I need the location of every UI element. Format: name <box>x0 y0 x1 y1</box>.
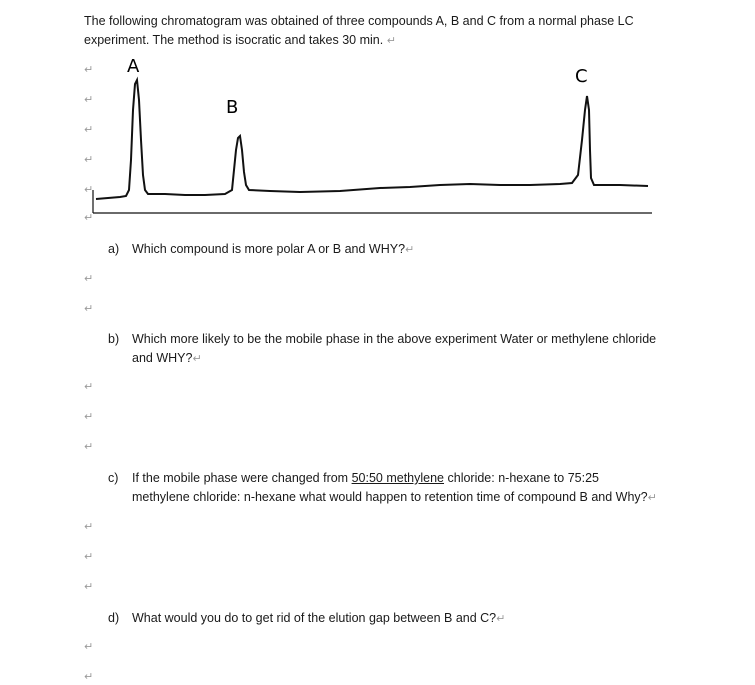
paragraph-mark: ↵ <box>647 492 657 504</box>
peak-label-b: B <box>226 97 239 118</box>
paragraph-mark: ↵ <box>84 671 94 683</box>
paragraph-mark: ↵ <box>84 154 94 166</box>
text-segment: If the mobile phase were changed from <box>132 471 352 485</box>
peak-label-c: C <box>575 66 588 87</box>
question-text-line-1 <box>132 469 732 488</box>
question-text <box>132 240 414 260</box>
paragraph-mark: ↵ <box>84 64 94 76</box>
question-b <box>108 330 728 370</box>
paragraph-mark: ↵ <box>84 124 94 136</box>
peak-label-a: A <box>127 56 140 77</box>
question-text-line-2 <box>132 488 732 508</box>
question-letter: c) <box>108 471 119 485</box>
paragraph-mark: ↵ <box>84 641 94 653</box>
paragraph-mark: ↵ <box>84 184 94 196</box>
intro-line-1: The following chromatogram was obtained of three compounds A, B and C from a normal phase LC <box>84 14 634 28</box>
text-segment: chloride: n-hexane to 75:25 <box>444 471 599 485</box>
question-letter: d) <box>108 611 120 625</box>
question-a <box>108 240 728 260</box>
paragraph-mark: ↵ <box>84 212 94 224</box>
paragraph-mark: ↵ <box>84 441 94 453</box>
paragraph-mark: ↵ <box>84 551 94 563</box>
paragraph-mark: ↵ <box>386 35 396 47</box>
paragraph-mark: ↵ <box>192 353 202 365</box>
chromatogram-trace <box>96 80 648 199</box>
paragraph-mark: ↵ <box>84 381 94 393</box>
question-text-line: and WHY? <box>132 351 193 365</box>
paragraph-mark: ↵ <box>84 94 94 106</box>
underlined-text: 50:50 methylene <box>351 471 445 485</box>
question-letter: a) <box>108 242 120 256</box>
text-segment: methylene chloride: n-hexane what would happen to retention time of compound B and Why? <box>132 490 648 504</box>
paragraph-mark: ↵ <box>84 273 94 285</box>
intro-line-2-text: experiment. The method is isocratic and takes 30 min. <box>84 33 384 47</box>
question-text-line-2 <box>132 349 732 369</box>
paragraph-mark: ↵ <box>84 581 94 593</box>
question-text-line: What would you do to get rid of the elution gap between B and C? <box>132 611 497 625</box>
paragraph-mark: ↵ <box>84 303 94 315</box>
paragraph-mark: ↵ <box>84 411 94 423</box>
question-letter: b) <box>108 332 120 346</box>
question-text <box>132 609 505 629</box>
question-d <box>108 609 728 629</box>
question-text <box>132 469 732 508</box>
question-c <box>108 469 728 509</box>
question-text-line: Which more likely to be the mobile phase in the above experiment Water or methylene chloride <box>132 332 657 346</box>
paragraph-mark: ↵ <box>496 613 506 625</box>
paragraph-mark: ↵ <box>405 244 415 256</box>
paragraph-mark: ↵ <box>84 521 94 533</box>
question-text <box>132 330 732 369</box>
question-text-line: Which compound is more polar A or B and WHY? <box>132 242 406 256</box>
